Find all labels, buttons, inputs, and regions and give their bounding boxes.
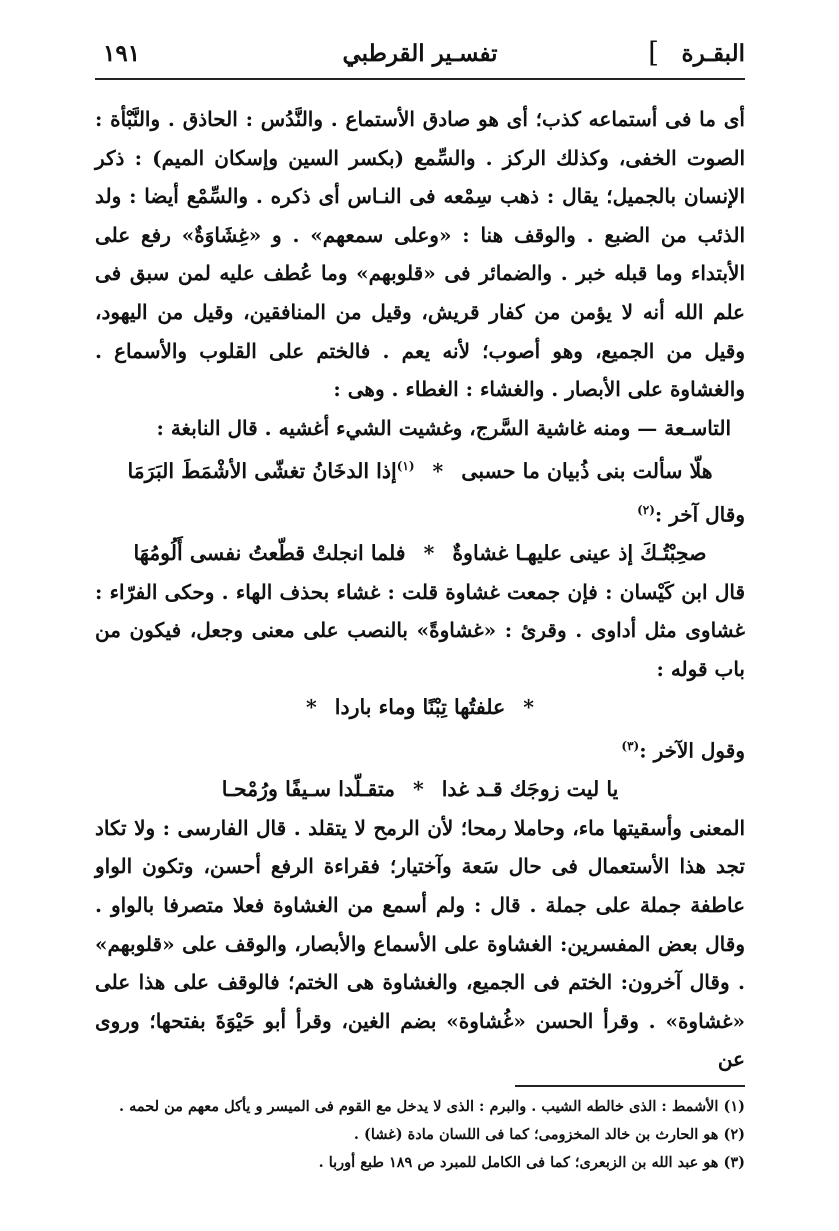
paragraph-6: المعنى وأسقيتها ماء، وحاملا رمحا؛ لأن الرمح لا يتقلد . قال الفارسى : ولا تكاد تجد هذا الأستعمال فى حال سَعة وآختيار؛ فقراءة الرفع أحسن، وتكون الواو عاطفة جملة على جملة . قال : ولم أسمع من الغشاوة فعلا متصرفا بالواو . وقال بعض المفسرين: الغشاوة على الأسماع والأبصار، والوقف على «قلوبهم» . وقال آخرون: الختم فى الجميع، والغشاوة هى الختم؛ فالوقف على هذا على «غشاوة» . وقرأ الحسن «غُشاوة» بضم الغين، وقرأ أبو حَيْوَةَ بفتحها؛ وروى عن bbox=[95, 815, 745, 1072]
page-header bbox=[95, 38, 745, 78]
footnotes bbox=[95, 1093, 745, 1177]
main-text bbox=[95, 100, 745, 1079]
footnote-2: (٢) هو الحارث بن خالد المخزومى؛ كما فى اللسان مادة (غشا) . bbox=[353, 1126, 745, 1143]
footnote-ref-1: (١) bbox=[396, 459, 415, 474]
verse-2-second-hemistich: فلما انجلتْ قطّعتُ نفسى أَلُومُهَا bbox=[133, 541, 406, 566]
verse-2-first-hemistich: صحِبْتُـكَ إذ عينى عليهـا غشاوةٌ bbox=[452, 541, 707, 566]
verse-4-second-hemistich: متقـلّدا سـيفًا ورُمْحـا bbox=[221, 777, 395, 802]
section-title: البقـرة bbox=[681, 40, 745, 67]
paragraph-4: قال ابن كَيْسان : فإن جمعت غشاوة قلت : غشاء بحذف الهاء . وحكى الفرّاء : غشاوى مثل أداوى . وقرئ : «غشاوةً» بالنصب على معنى وجعل، فيكون من باب قوله : bbox=[95, 579, 745, 681]
another-said: وقال آخر : bbox=[654, 502, 745, 527]
paragraph-5 bbox=[95, 727, 745, 770]
verse-1 bbox=[95, 447, 745, 490]
verse-1-first-hemistich: هلّا سألت بنى ذُبيان ما حسبى bbox=[461, 459, 713, 484]
footnote-1: (١) الأشمط : الذى خالطه الشيب . والبرم : الذى لا يدخل مع القوم فى الميسر و يأكل معهم من لحمه . bbox=[119, 1098, 745, 1115]
verse-3 bbox=[95, 688, 745, 727]
verse-separator: * bbox=[413, 777, 424, 802]
verse-1-second-hemistich: إذا الدخَانُ تغشّى الأشْمَطَ البَرَمَا bbox=[127, 459, 397, 484]
verse-4-first-hemistich: يا ليت زوجَك قـد غدا bbox=[441, 777, 619, 802]
verse-separator: * bbox=[523, 695, 534, 720]
footnote-3: (٣) هو عبد الله بن الزبعرى؛ كما فى الكامل للمبرد ص ١٨٩ طبع أوربا . bbox=[318, 1154, 745, 1171]
header-rule bbox=[95, 78, 745, 80]
paragraph-3 bbox=[95, 491, 745, 534]
verse-separator: * bbox=[423, 541, 435, 566]
verse-separator: * bbox=[306, 695, 317, 720]
verse-4 bbox=[95, 770, 745, 809]
book-title: تفسـير القرطبي bbox=[342, 40, 498, 67]
verse-2 bbox=[95, 534, 745, 573]
page-number: ١٩١ bbox=[103, 40, 141, 67]
paragraph-1: أى ما فى أستماعه كذب؛ أى هو صادق الأستماع . والنَّدُس : الحاذق . والنَّبْأة : الصوت الخفى، وكذلك الركز . والسِّمع (بكسر السين وإسكان الميم) : ذكر الإنسان بالجميل؛ يقال : ذهب سِمْعه فى النـاس أى ذكره . والسِّمْع أيضا : ولد الذئب من الضبع . والوقف هنا : «وعلى سمعهم» . و «غِشَاوَةٌ» رفع على الأبتداء وما قبله خبر . والضمائر فى «قلوبهم» وما عُطف عليه لمن سبق فى علم الله أنه لا يؤمن من كفار قريش، وقيل من المنافقين، وقيل من اليهود، وقيل من الجميع، وهو أصوب؛ لأنه يعم . فالختم على القلوب والأسماع . والغشاوة على الأبصار . والغشاء : الغطاء . وهى : bbox=[95, 107, 745, 402]
verse-3-text: علفتُها تِبْنًا وماء باردا bbox=[334, 695, 506, 720]
footnote-rule bbox=[515, 1085, 745, 1087]
another-saying: وقول الآخر : bbox=[639, 738, 745, 763]
paragraph-2: التاسـعة — ومنه غاشية السَّرج، وغشيت الشيء أغشيه . قال النابغة : bbox=[156, 415, 731, 440]
footnote-ref-3: (٣) bbox=[621, 738, 640, 753]
footnote-ref-2: (٢) bbox=[637, 502, 655, 517]
verse-separator: * bbox=[432, 459, 444, 484]
header-bracket: ] bbox=[648, 36, 659, 69]
